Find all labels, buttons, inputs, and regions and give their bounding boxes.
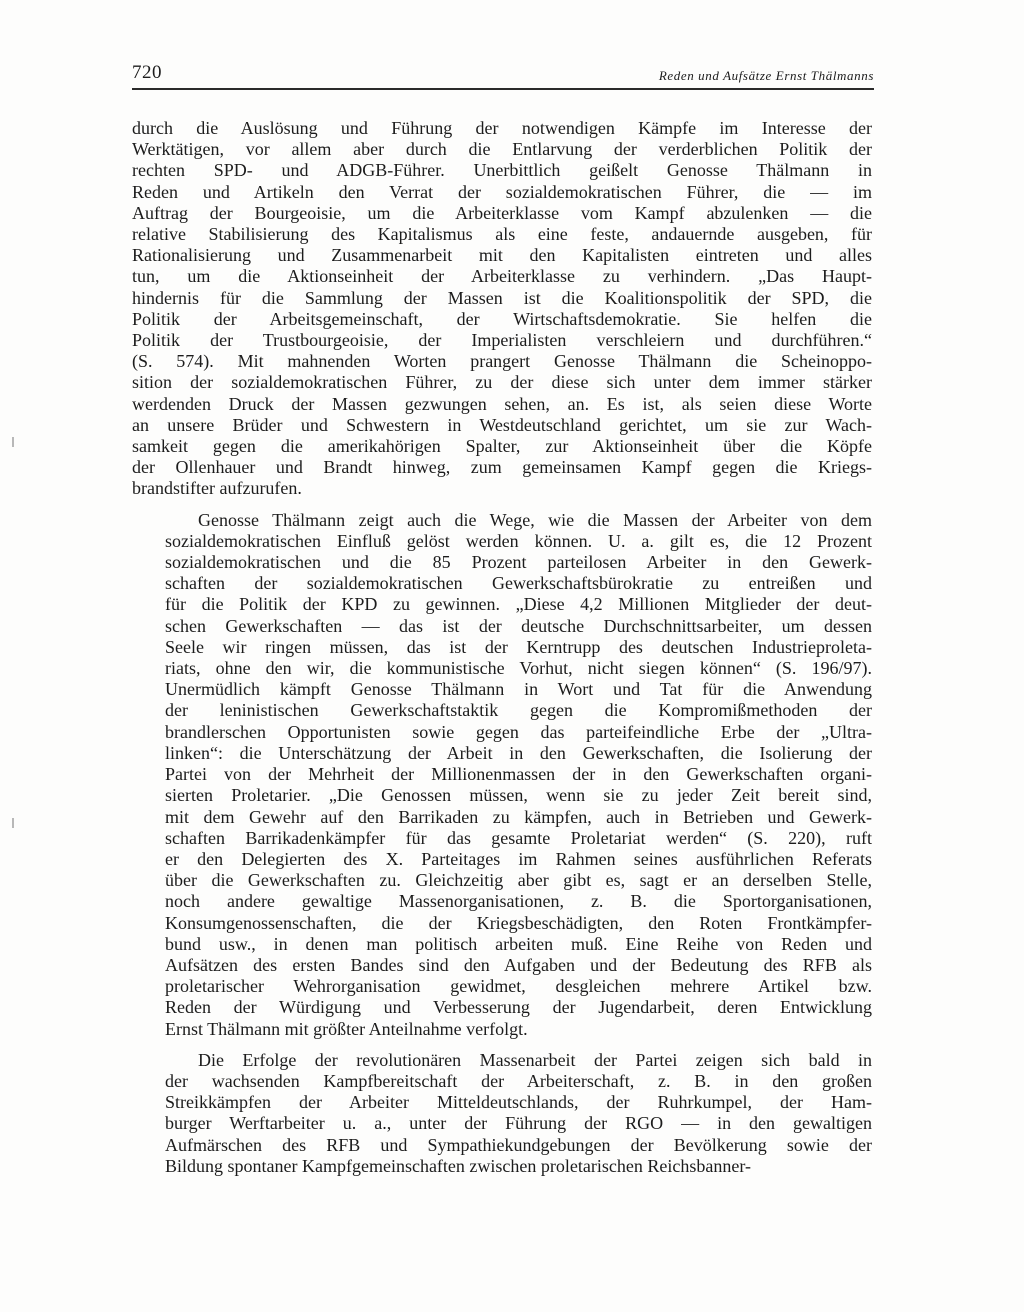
text-line: Auftrag der Bourgeoisie, um die Arbeiterklasse vom Kampf abzulenken — die — [132, 202, 872, 223]
text-line: sozialdemokratischen Einfluß gelöst werden können. U. a. gilt es, die 12 Prozent — [165, 530, 872, 551]
paragraph-3 — [132, 1050, 872, 1177]
text-line: bund usw., in denen man politisch arbeiten muß. Eine Reihe von Reden und — [165, 933, 872, 954]
text-line: brandstifter aufzurufen. — [132, 478, 302, 499]
text-line: Rationalisierung und Zusammenarbeit mit den Kapitalisten eintreten und alles — [132, 245, 872, 266]
paragraph-2 — [132, 510, 872, 1040]
text-line: Politik der Trustbourgeoisie, der Imperialisten verschleiern und durchführen.“ — [132, 330, 872, 351]
text-line: für die Politik der KPD zu gewinnen. „Diese 4,2 Millionen Mitglieder der deut- — [165, 594, 872, 615]
text-line: samkeit gegen die amerikahörigen Spalter, zur Aktionseinheit über die Köpfe — [132, 436, 872, 457]
text-line: Reden und Artikeln den Verrat der sozialdemokratischen Führer, die — im — [132, 181, 872, 202]
text-line: proletarischer Wehrorganisation gewidmet, desgleichen mehrere Artikel bzw. — [165, 976, 872, 997]
text-line: riats, ohne den wir, die kommunistische Vorhut, nicht siegen können“ (S. 196/97). — [165, 658, 872, 679]
text-line: Aufmärschen des RFB und Sympathiekundgebungen der Bevölkerung sowie der — [165, 1134, 872, 1155]
header-rule — [132, 88, 874, 90]
text-line: Werktätigen, vor allem aber durch die Entlarvung der verderblichen Politik der — [132, 139, 872, 160]
paragraph-1 — [132, 118, 872, 500]
text-line: Genosse Thälmann zeigt auch die Wege, wie die Massen der Arbeiter von dem — [198, 509, 872, 530]
page-header — [132, 58, 874, 88]
text-line: brandlerschen Opportunisten sowie gegen das parteifeindliche Erbe der „Ultra- — [165, 721, 872, 742]
text-line: werdenden Druck der Massen gezwungen sehen, an. Es ist, als seien diese Worte — [132, 393, 872, 414]
text-line: der wachsenden Kampfbereitschaft der Arbeiterschaft, z. B. in den großen — [165, 1070, 872, 1091]
text-line: über die Gewerkschaften zu. Gleichzeitig aber gibt es, sagt er an derselben Stelle, — [165, 870, 872, 891]
text-line: sition der sozialdemokratischen Führer, zu der diese sich unter dem immer stärker — [132, 372, 872, 393]
running-head: Reden und Aufsätze Ernst Thälmanns — [658, 68, 874, 83]
text-line: Seele wir ringen müssen, das ist der Kerntrupp des deutschen Industrieproleta- — [165, 636, 872, 657]
text-line: rechten SPD- und ADGB-Führer. Unerbittlich geißelt Genosse Thälmann in — [132, 160, 872, 181]
text-line: er den Delegierten des X. Parteitages im Rahmen seines ausführlichen Referats — [165, 848, 872, 869]
text-line: der Ollenhauer und Brandt hinweg, zum gemeinsamen Kampf gegen die Kriegs- — [132, 457, 872, 478]
text-line: sozialdemokratischen und die 85 Prozent parteilosen Arbeiter in den Gewerk- — [165, 552, 872, 573]
text-line: tun, um die Aktionseinheit der Arbeiterklasse zu verhindern. „Das Haupt- — [132, 266, 872, 287]
text-line: linken“: die Unterschätzung der Arbeit in den Gewerkschaften, die Isolierung der — [165, 742, 872, 763]
margin-mark — [12, 437, 14, 447]
text-line: schaften Barrikadenkämpfer für das gesamte Proletariat werden“ (S. 220), ruft — [165, 827, 872, 848]
text-line: sierten Proletarier. „Die Genossen müssen, wenn sie zu jeder Zeit bereit sind, — [165, 785, 872, 806]
text-line: der leninistischen Gewerkschaftstaktik gegen die Kompromißmethoden der — [165, 700, 872, 721]
text-line: burger Werftarbeiter u. a., unter der Führung der RGO — in den gewaltigen — [165, 1113, 872, 1134]
text-line: Reden der Würdigung und Verbesserung der Jugendarbeit, deren Entwicklung — [165, 997, 872, 1018]
text-line: Politik der Arbeitsgemeinschaft, der Wirtschaftsdemokratie. Sie helfen die — [132, 308, 872, 329]
margin-mark — [12, 818, 14, 828]
page-number: 720 — [132, 62, 162, 83]
text-line: an unsere Brüder und Schwestern in Westdeutschland gerichtet, um sie zur Wach- — [132, 414, 872, 435]
text-line: Ernst Thälmann mit größter Anteilnahme verfolgt. — [165, 1018, 528, 1039]
text-line: relative Stabilisierung des Kapitalismus als eine feste, andauernde ausgeben, für — [132, 224, 872, 245]
text-line: Die Erfolge der revolutionären Massenarbeit der Partei zeigen sich bald in — [198, 1049, 872, 1070]
text-line: mit dem Gewehr auf den Barrikaden zu kämpfen, auch in Betrieben und Gewerk- — [165, 806, 872, 827]
body-text — [132, 118, 872, 1177]
text-line: Konsumgenossenschaften, die der Kriegsbeschädigten, den Roten Frontkämpfer- — [165, 912, 872, 933]
text-line: Streikkämpfen der Arbeiter Mitteldeutschlands, der Ruhrkumpel, der Ham- — [165, 1092, 872, 1113]
text-line: durch die Auslösung und Führung der notwendigen Kämpfe im Interesse der — [132, 118, 872, 138]
text-line: hindernis für die Sammlung der Massen ist die Koalitionspolitik der SPD, die — [132, 287, 872, 308]
text-line: (S. 574). Mit mahnenden Worten prangert Genosse Thälmann die Scheinoppo- — [132, 351, 872, 372]
text-line: schen Gewerkschaften — das ist der deutsche Durchschnittsarbeiter, um dessen — [165, 615, 872, 636]
text-line: schaften der sozialdemokratischen Gewerkschaftsbürokratie zu entreißen und — [165, 573, 872, 594]
text-line: Bildung spontaner Kampfgemeinschaften zwischen proletarischen Reichsbanner- — [165, 1155, 751, 1176]
text-line: Unermüdlich kämpft Genosse Thälmann in Wort und Tat für die Anwendung — [165, 679, 872, 700]
text-line: Aufsätzen des ersten Bandes sind den Aufgaben und der Bedeutung des RFB als — [165, 954, 872, 975]
text-line: Partei von der Mehrheit der Millionenmassen der in den Gewerkschaften organi- — [165, 764, 872, 785]
text-line: noch andere gewaltige Massenorganisationen, z. B. die Sportorganisationen, — [165, 891, 872, 912]
